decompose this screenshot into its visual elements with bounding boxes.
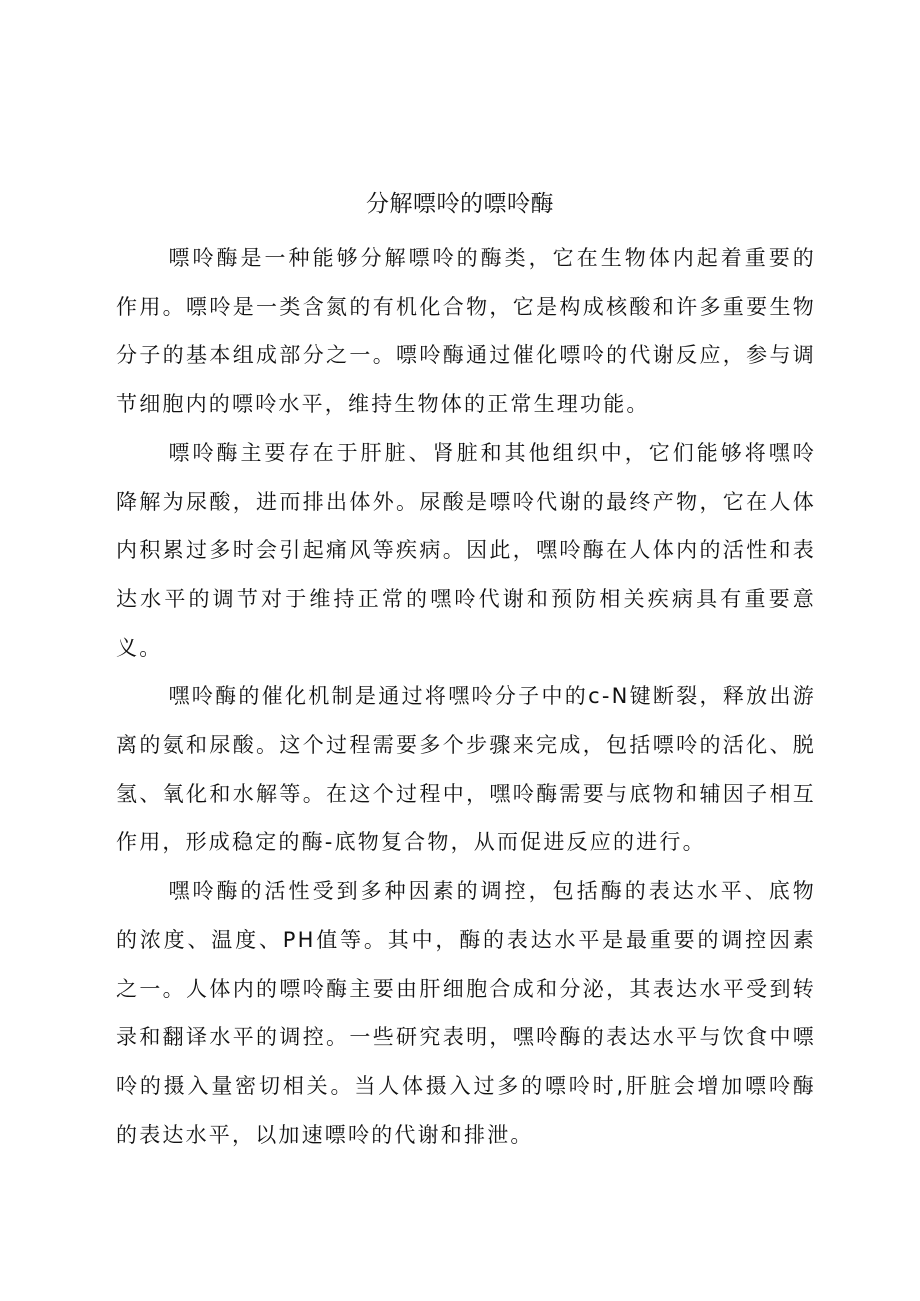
- paragraph-2: 嘌呤酶主要存在于肝脏、肾脏和其他组织中，它们能够将嘿呤降解为尿酸，进而排出体外。尿酸是嘌呤代谢的最终产物，它在人体内积累过多时会引起痛风等疾病。因此，嘿呤酶在人体内的活性和表达水平的调节对于维持正常的嘿呤代谢和预防相关疾病具有重要意义。: [116, 440, 816, 660]
- paragraph-4: 嘿呤酶的活性受到多种因素的调控，包括酶的表达水平、底物的浓度、温度、PH值等。其中，酶的表达水平是最重要的调控因素之一。人体内的嘌呤酶主要由肝细胞合成和分泌，其表达水平受到转录和翻译水平的调控。一些研究表明，嘿呤酶的表达水平与饮食中嘌呤的摄入量密切相关。当人体摄入过多的嘌呤时,肝脏会增加嘌呤酶的表达水平，以加速嘌呤的代谢和排泄。: [116, 879, 816, 1147]
- paragraph-1: 嘌呤酶是一种能够分解嘌呤的酶类，它在生物体内起着重要的作用。嘌呤是一类含氮的有机化合物，它是构成核酸和许多重要生物分子的基本组成部分之一。嘌呤酶通过催化嘌呤的代谢反应，参与调节细胞内的嘌呤水平，维持生物体的正常生理功能。: [116, 246, 816, 417]
- paragraph-3: 嘿呤酶的催化机制是通过将嘿呤分子中的c-N键断裂，释放出游离的氨和尿酸。这个过程需要多个步骤来完成，包括嘌呤的活化、脱氢、氧化和水解等。在这个过程中，嘿呤酶需要与底物和辅因子相互作用，形成稳定的酶-底物复合物，从而促进反应的进行。: [116, 684, 816, 855]
- document-title: 分解嘌呤的嘌呤酶: [366, 191, 554, 217]
- document-body: [116, 234, 816, 1159]
